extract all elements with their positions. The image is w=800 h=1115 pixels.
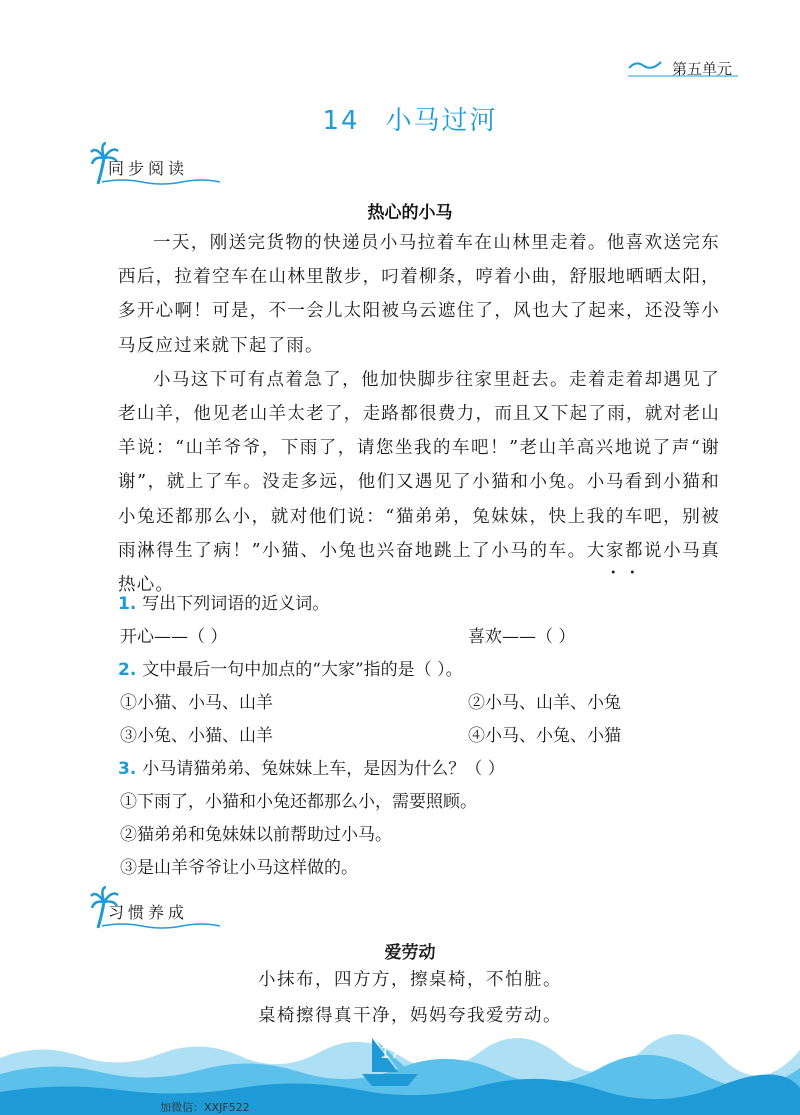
section-underline	[102, 922, 222, 930]
answer-row	[118, 621, 738, 654]
section-header-habit	[96, 886, 220, 930]
option-row	[118, 687, 738, 720]
question-text: 文中最后一句中加点的“大家”指的是（ ）。	[142, 660, 463, 680]
answer-blank-xihuan[interactable]: 喜欢——（ ）	[468, 627, 576, 647]
section-label-reading: 同步阅读	[108, 159, 189, 178]
question-text: 小马请猫弟弟、兔妹妹上车，是因为什么？（ ）	[142, 759, 505, 779]
option-3[interactable]: ③是山羊爷爷让小马这样做的。	[120, 858, 358, 878]
dotted-char-2: 家	[605, 540, 625, 561]
question-number: 3.	[118, 759, 137, 779]
answer-blank-kaixin[interactable]: 开心——（ ）	[120, 627, 228, 647]
question-3	[118, 753, 738, 786]
lesson-number: 14	[322, 106, 360, 136]
page-number: 17	[380, 1043, 401, 1062]
section-header-reading	[96, 142, 220, 186]
poem-title: 爱劳动	[384, 943, 436, 963]
option-4[interactable]: ④小马、小兔、小猫	[468, 726, 621, 746]
question-2	[118, 654, 738, 687]
question-1	[118, 588, 738, 621]
footer-note: 加微信：XXJF522	[160, 1101, 250, 1114]
unit-label: 第五单元	[671, 60, 732, 78]
header-rule	[628, 74, 738, 78]
wave-swoosh-icon	[628, 58, 662, 72]
question-number: 1.	[118, 594, 137, 614]
question-text: 写出下列词语的近义词。	[142, 594, 330, 614]
wave-footer	[0, 1028, 800, 1115]
story-paragraph-1: 一天，刚送完货物的快递员小马拉着车在山林里走着。他喜欢送完东西后，拉着空车在山林里散步，叼着柳条，哼着小曲，舒服地晒晒太阳，多开心啊！可是，不一会儿太阳被乌云遮住了，风也大了起来，还没等小马反应过来就下起了雨。	[118, 233, 720, 356]
dotted-char-1: 大	[586, 540, 606, 561]
option-3[interactable]: ③小兔、小猫、山羊	[120, 726, 273, 746]
lesson-title	[0, 100, 800, 137]
poem-body	[0, 962, 800, 1034]
poem-line-2: 桌椅擦得真干净，妈妈夸我爱劳动。	[258, 1006, 562, 1026]
section-underline	[102, 178, 222, 186]
section-label-habit: 习惯养成	[108, 903, 189, 922]
poem-line-1: 小抹布，四方方，擦桌椅，不怕脏。	[258, 970, 562, 990]
option-1[interactable]: ①小猫、小马、山羊	[120, 693, 273, 713]
option-1[interactable]: ①下雨了，小猫和小兔还都那么小，需要照顾。	[120, 792, 477, 812]
questions	[118, 588, 738, 885]
question-number: 2.	[118, 660, 137, 680]
story-body	[118, 226, 720, 602]
option-2[interactable]: ②小马、山羊、小兔	[468, 693, 621, 713]
option-2[interactable]: ②猫弟弟和兔妹妹以前帮助过小马。	[120, 825, 392, 845]
story-title: 热心的小马	[367, 203, 453, 223]
option-row	[118, 720, 738, 753]
story-paragraph-2	[118, 363, 720, 602]
lesson-name: 小马过河	[385, 106, 498, 136]
paragraph-2-ending: 都说小马真热心。	[118, 540, 721, 596]
paragraph-2-text: 小马这下可有点着急了，他加快脚步往家里赶去。走着走着却遇见了老山羊，他见老山羊太老了，走路都很费力，而且又下起了雨，就对老山羊说：“山羊爷爷，下雨了，请您坐我的车吧！”老山羊高兴地说了声“谢谢”，就上了车。没走多远，他们又遇见了小猫和小兔。小马看到小猫和小兔还都那么小，就对他们说：“猫弟弟，兔妹妹，快上我的车吧，别被雨淋得生了病！”小猫、小兔也兴奋地跳上了小马的车。	[118, 369, 720, 561]
